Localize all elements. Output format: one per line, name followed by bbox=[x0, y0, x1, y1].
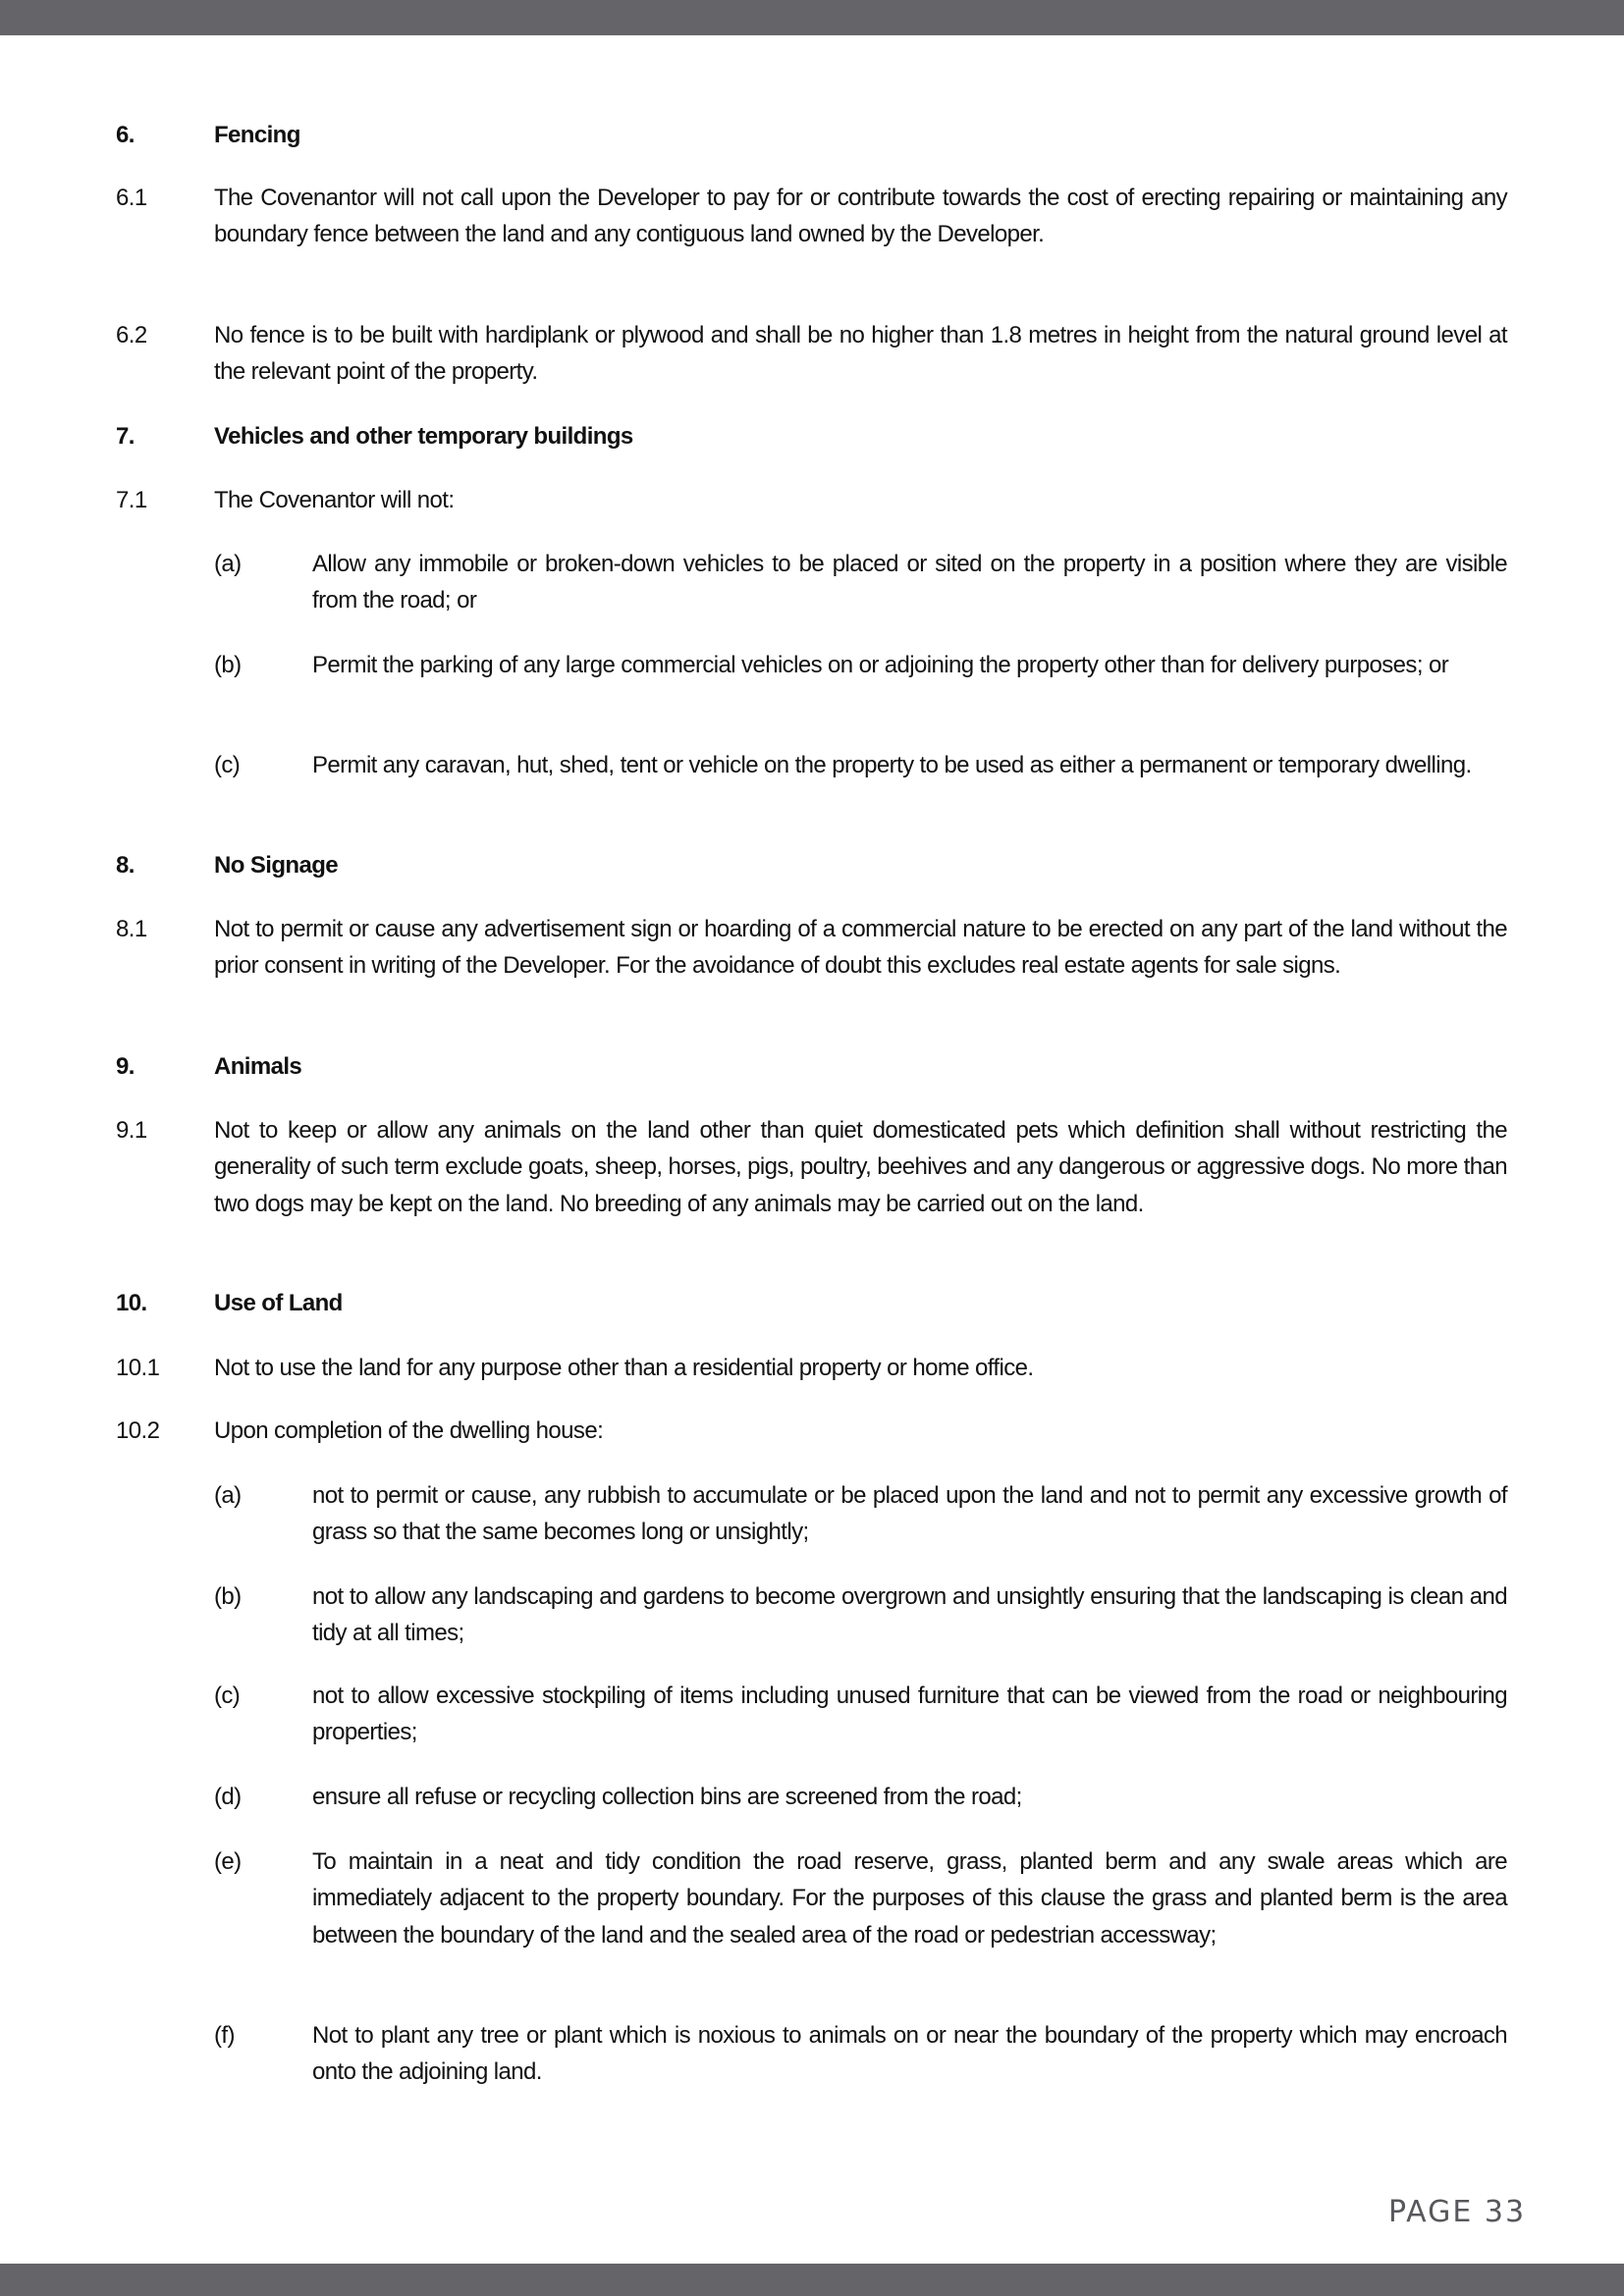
clause-number: 10.1 bbox=[116, 1355, 160, 1381]
subclause-text: Not to plant any tree or plant which is noxious to animals on or near the boundary of the property which may encroach onto the adjoining land. bbox=[312, 2022, 1507, 2086]
section-title: Fencing bbox=[214, 122, 300, 148]
subclause-text: not to allow any landscaping and gardens to become overgrown and unsightly ensuring that the landscaping is clean and tidy at all times; bbox=[312, 1583, 1507, 1647]
subclause-text: not to allow excessive stockpiling of items including unused furniture that can be viewed from the road or neighbouring properties; bbox=[312, 1682, 1507, 1746]
subclause-label: (c) bbox=[214, 1682, 241, 1709]
section-title: No Signage bbox=[214, 852, 339, 879]
clause-text: Not to permit or cause any advertisement sign or hoarding of a commercial nature to be erected on any part of the land without the prior consent in writing of the Developer. For the avoidance of doubt this excludes real estate agents for sale signs. bbox=[214, 916, 1507, 980]
subclause-text: To maintain in a neat and tidy condition the road reserve, grass, planted berm and any swale areas which are immediately adjacent to the property boundary. For the purposes of this clause the grass and planted berm is the area between the boundary of the land and the sealed area of the road or pedestrian accessway; bbox=[312, 1848, 1507, 1949]
clause-number: 6.1 bbox=[116, 185, 147, 211]
clause-number: 8.1 bbox=[116, 916, 147, 942]
section-title: Animals bbox=[214, 1053, 302, 1080]
subclause-label: (f) bbox=[214, 2022, 235, 2049]
section-number: 10. bbox=[116, 1290, 147, 1316]
clause-text: Not to keep or allow any animals on the land other than quiet domesticated pets which definition shall without restricting the generality of such term exclude goats, sheep, horses, pigs, poultry, beehives and any dangerous or aggressive dogs. No more than two dogs may be kept on the land. No breeding of any animals may be carried out on the land. bbox=[214, 1117, 1507, 1217]
subclause-label: (a) bbox=[214, 551, 242, 577]
section-number: 9. bbox=[116, 1053, 135, 1080]
clause-text: The Covenantor will not call upon the Developer to pay for or contribute towards the cost of erecting repairing or maintaining any boundary fence between the land and any contiguous land owned by the Developer. bbox=[214, 185, 1507, 248]
clause-text: The Covenantor will not: bbox=[214, 487, 455, 513]
subclause-text: Permit the parking of any large commercial vehicles on or adjoining the property other than for delivery purposes; or bbox=[312, 652, 1449, 678]
section-number: 8. bbox=[116, 852, 135, 879]
subclause-text: ensure all refuse or recycling collection bins are screened from the road; bbox=[312, 1784, 1022, 1810]
subclause-label: (a) bbox=[214, 1482, 242, 1509]
clause-number: 10.2 bbox=[116, 1417, 160, 1444]
clause-text: No fence is to be built with hardiplank or plywood and shall be no higher than 1.8 metres in height from the natural ground level at the relevant point of the property. bbox=[214, 322, 1507, 386]
section-title: Vehicles and other temporary buildings bbox=[214, 423, 633, 450]
subclause-text: Allow any immobile or broken-down vehicles to be placed or sited on the property in a position where they are visible from the road; or bbox=[312, 551, 1507, 614]
subclause-text: Permit any caravan, hut, shed, tent or vehicle on the property to be used as either a permanent or temporary dwelling. bbox=[312, 752, 1472, 778]
subclause-label: (c) bbox=[214, 752, 241, 778]
page-header-bar bbox=[0, 0, 1624, 35]
clause-text: Not to use the land for any purpose other than a residential property or home office. bbox=[214, 1355, 1034, 1381]
subclause-label: (b) bbox=[214, 1583, 242, 1610]
subclause-text: not to permit or cause, any rubbish to accumulate or be placed upon the land and not to permit any excessive growth of grass so that the same becomes long or unsightly; bbox=[312, 1482, 1507, 1546]
subclause-label: (d) bbox=[214, 1784, 242, 1810]
page-footer-bar bbox=[0, 2264, 1624, 2296]
clause-text: Upon completion of the dwelling house: bbox=[214, 1417, 604, 1444]
clause-number: 6.2 bbox=[116, 322, 147, 348]
page-number: PAGE 33 bbox=[1388, 2195, 1527, 2229]
section-number: 6. bbox=[116, 122, 135, 148]
clause-number: 7.1 bbox=[116, 487, 147, 513]
subclause-label: (b) bbox=[214, 652, 242, 678]
clause-number: 9.1 bbox=[116, 1117, 147, 1144]
section-title: Use of Land bbox=[214, 1290, 343, 1316]
subclause-label: (e) bbox=[214, 1848, 242, 1875]
section-number: 7. bbox=[116, 423, 135, 450]
